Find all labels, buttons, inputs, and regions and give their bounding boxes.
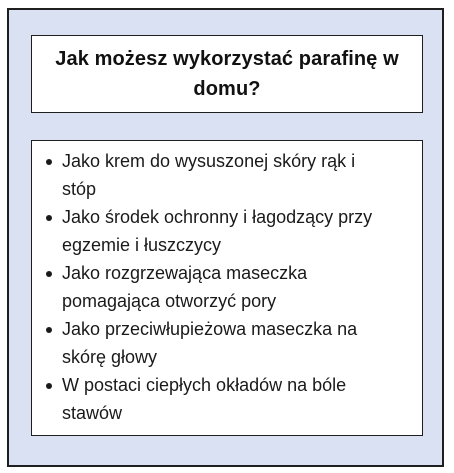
bullet-icon (46, 383, 52, 389)
uses-list-box (31, 140, 423, 436)
list-item-text: Jako przeciwłupieżowa maseczka na skórę głowy (62, 319, 358, 367)
list-item (46, 259, 412, 315)
list-item (46, 315, 412, 371)
list-item-text: Jako krem do wysuszonej skóry rąk i stóp (62, 151, 356, 199)
bullet-icon (46, 271, 52, 277)
title-box (31, 35, 423, 113)
bullet-icon (46, 159, 52, 165)
list-item-text: Jako rozgrzewająca maseczka pomagająca otworzyć pory (62, 263, 308, 311)
list-item (46, 203, 412, 259)
bullet-icon (46, 327, 52, 333)
list-item (46, 147, 412, 203)
title: Jak możesz wykorzystać parafinę w domu? (55, 48, 399, 100)
list-item (46, 371, 412, 427)
uses-list (32, 141, 422, 427)
list-item-text: W postaci ciepłych okładów na bóle stawów (62, 375, 347, 423)
bullet-icon (46, 215, 52, 221)
list-item-text: Jako środek ochronny i łagodzący przy egzemie i łuszczycy (62, 207, 373, 255)
